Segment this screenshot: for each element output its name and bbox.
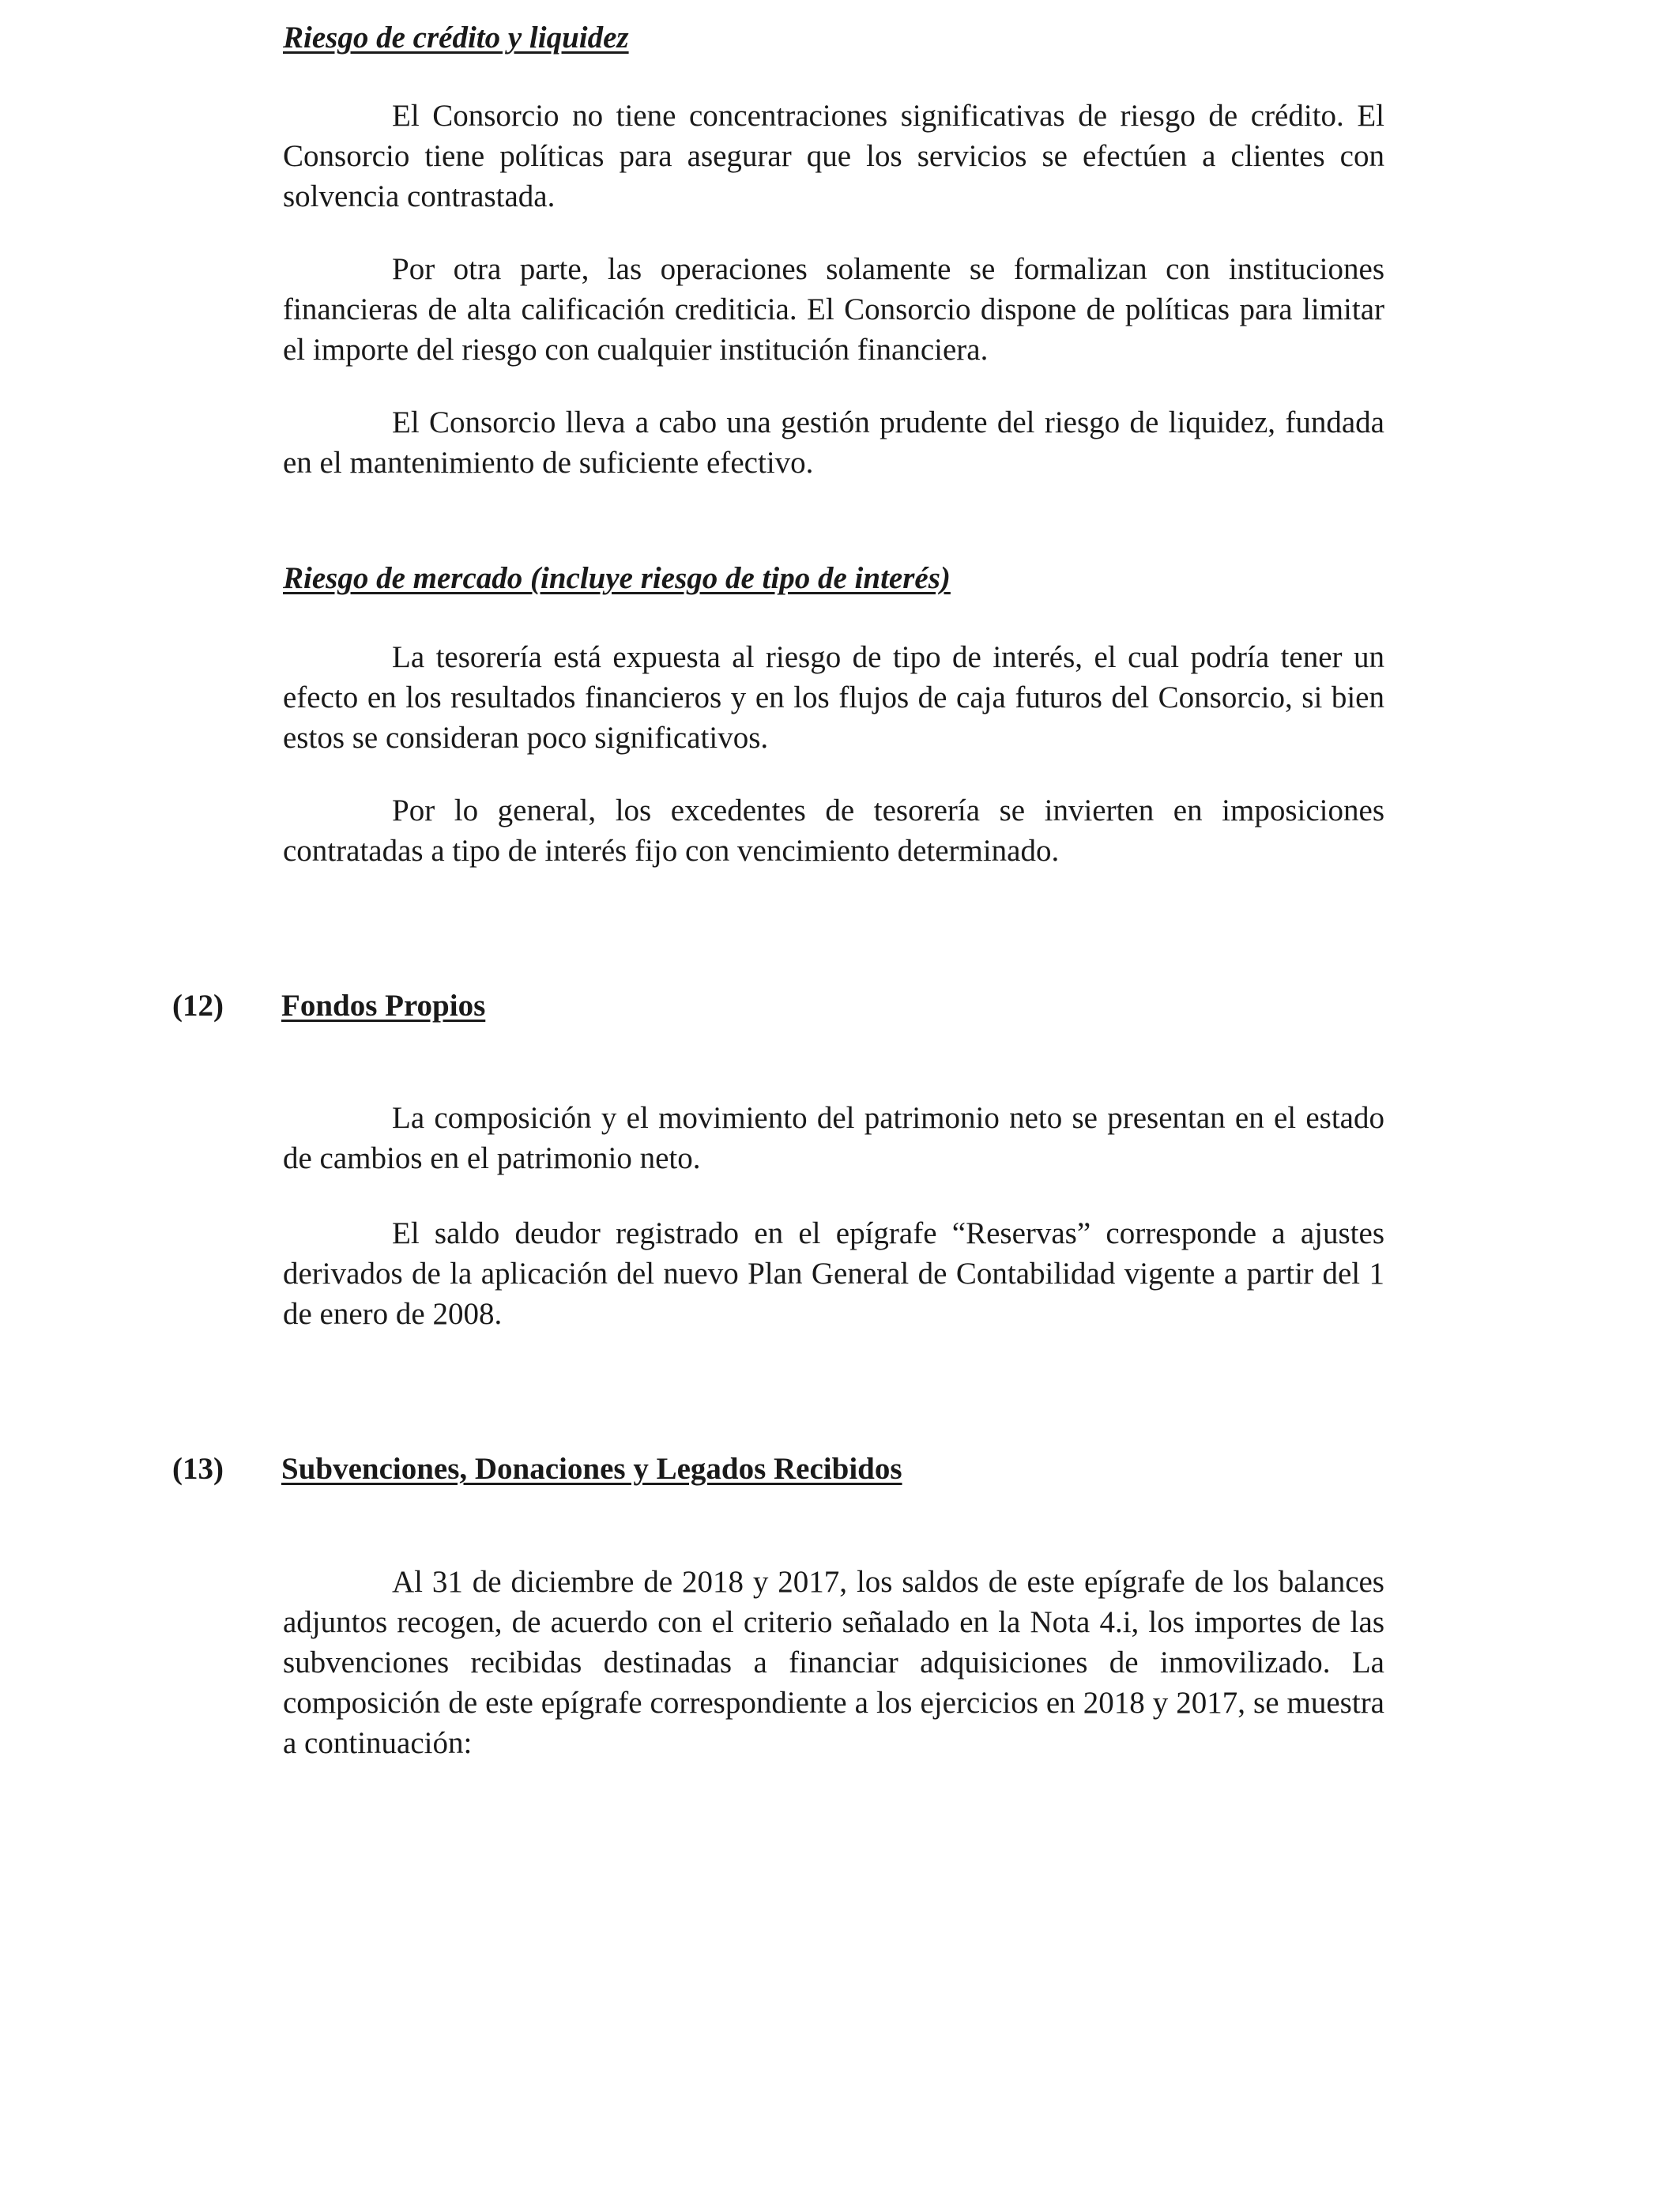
- market-risk-paragraph-1: La tesorería está expuesta al riesgo de tipo de interés, el cual podría tener un efecto en los resultados financieros y en los flujos de caja futuros del Consorcio, si bien estos se consideran poco significativos.: [283, 640, 1384, 755]
- credit-liquidity-paragraph-1: El Consorcio no tiene concentraciones significativas de riesgo de crédito. El Consorcio tiene políticas para asegurar que los servicios se efectúen a clientes con solvencia contrastada.: [283, 99, 1384, 213]
- market-risk-paragraph-2: Por lo general, los excedentes de tesorería se invierten en imposiciones contratadas a tipo de interés fijo con vencimiento determinado.: [283, 794, 1384, 868]
- section-12-number: (12): [172, 989, 224, 1023]
- section-12-paragraph-2: El saldo deudor registrado en el epígrafe “Reservas” corresponde a ajustes derivados de la aplicación del nuevo Plan General de Contabilidad vigente a partir del 1 de enero de 2008.: [283, 1216, 1384, 1331]
- credit-liquidity-paragraph-3: El Consorcio lleva a cabo una gestión prudente del riesgo de liquidez, fundada en el mantenimiento de suficiente efectivo.: [283, 405, 1384, 480]
- section-12-paragraph-1: La composición y el movimiento del patrimonio neto se presentan en el estado de cambios en el patrimonio neto.: [283, 1101, 1384, 1175]
- section-13-paragraph-1: Al 31 de diciembre de 2018 y 2017, los saldos de este epígrafe de los balances adjuntos recogen, de acuerdo con el criterio señalado en la Nota 4.i, los importes de las subvenciones recibidas destinadas a financiar adquisiciones de inmovilizado. La composición de este epígrafe correspondiente a los ejercicios en 2018 y 2017, se muestra a continuación:: [283, 1565, 1384, 1760]
- section-12-title: Fondos Propios: [281, 989, 486, 1023]
- section-13-number: (13): [172, 1452, 224, 1486]
- credit-liquidity-heading: Riesgo de crédito y liquidez: [283, 21, 629, 55]
- section-13-title: Subvenciones, Donaciones y Legados Recibidos: [281, 1452, 902, 1486]
- market-risk-heading: Riesgo de mercado (incluye riesgo de tipo de interés): [283, 561, 951, 595]
- credit-liquidity-paragraph-2: Por otra parte, las operaciones solamente se formalizan con instituciones financieras de alta calificación crediticia. El Consorcio dispone de políticas para limitar el importe del riesgo con cualquier institución financiera.: [283, 252, 1384, 367]
